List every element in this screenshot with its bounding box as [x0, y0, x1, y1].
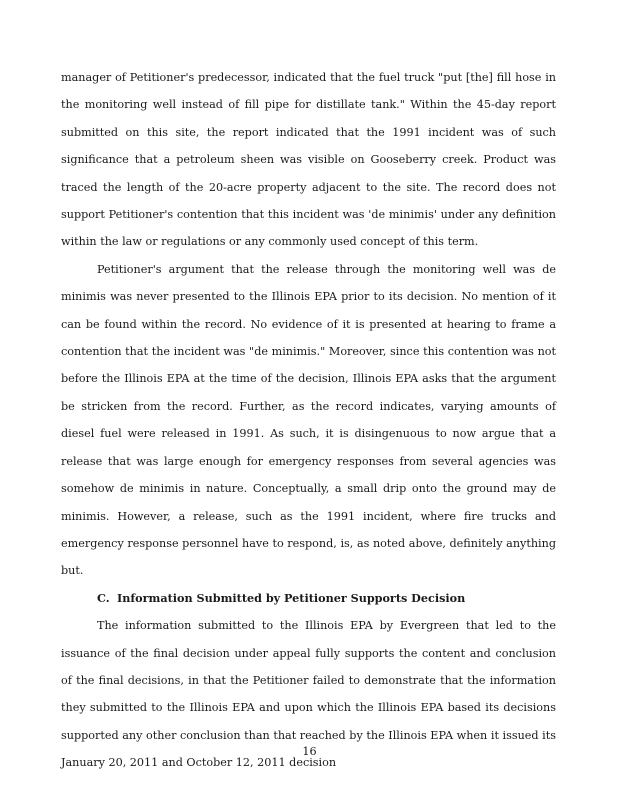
- section-heading-text: Information Submitted by Petitioner Supports Decision: [117, 590, 466, 605]
- body-paragraph-3: The information submitted to the Illinois EPA by Evergreen that led to the issuance of the final decision under appeal fully supports the content and conclusion of the final decisions, in that the Petitioner failed to demonstrate that the information they submitted to the Illinois EPA and upon which the Illinois EPA based its decisions supported any other conclusion than that reached by the Illinois EPA when it issued its January 20, 2011 and October 12, 2011 decision: [61, 619, 556, 770]
- body-paragraph-1: manager of Petitioner's predecessor, indicated that the fuel truck "put [the] fill hose in the monitoring well instead of fill pipe for distillate tank." Within the 45-day report submitted on this site, the report indicated that the 1991 incident was of such significance that a petroleum sheen was visible on Gooseberry creek. Product was traced the length of the 20-acre property adjacent to the site. The record does not support Petitioner's contention that this incident was 'de minimis' under any definition within the law or regulations or any commonly used concept of this term.: [61, 71, 556, 249]
- page-number: 16: [302, 745, 317, 758]
- section-heading: [61, 585, 556, 612]
- body-paragraph-2: Petitioner's argument that the release through the monitoring well was de minimis was never presented to the Illinois EPA prior to its decision. No mention of it can be found within the record. No evidence of it is presented at hearing to frame a contention that the incident was "de minimis." Moreover, since this contention was not before the Illinois EPA at the time of the decision, Illinois EPA asks that the argument be stricken from the record. Further, as the record indicates, varying amounts of diesel fuel were released in 1991. As such, it is disingenuous to now argue that a release that was large enough for emergency responses from several agencies was somehow de minimis in nature. Conceptually, a small drip onto the ground may de minimis. However, a release, such as the 1991 incident, where fire trucks and emergency response personnel have to respond, is, as noted above, definitely anything but.: [61, 262, 556, 578]
- section-heading-number: C.: [97, 590, 110, 605]
- document-body: [61, 64, 556, 777]
